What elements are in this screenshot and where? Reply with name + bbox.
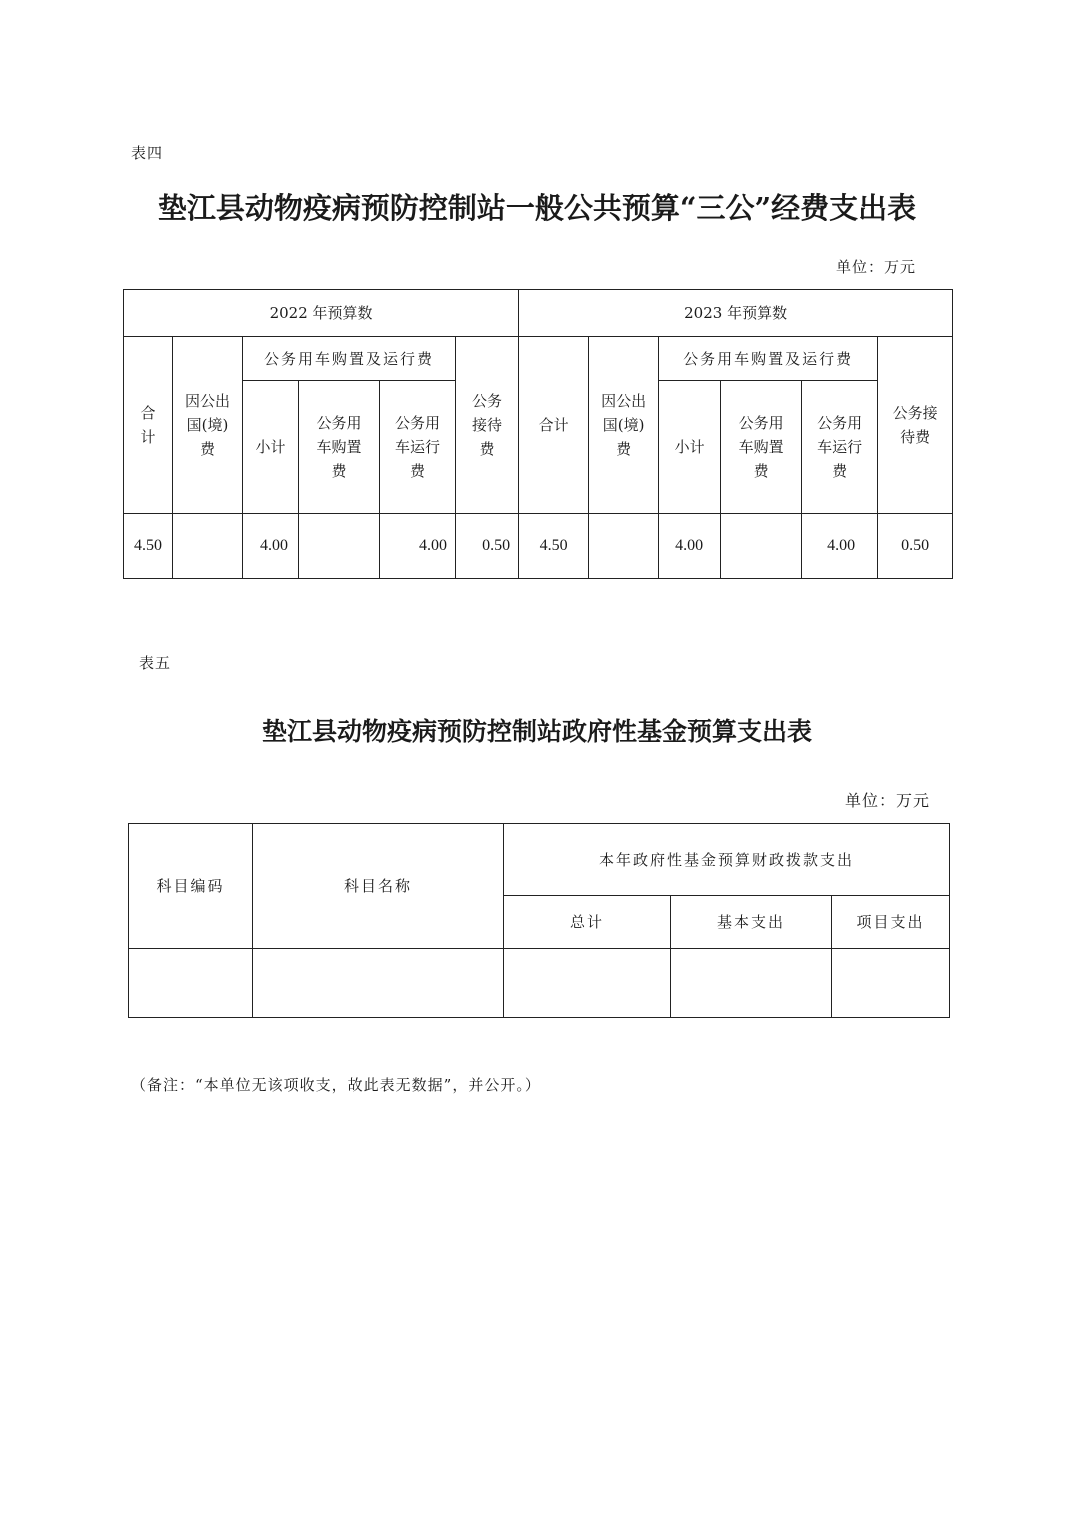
value-basic-expense	[671, 949, 832, 1018]
header-2022-subtotal: 小计	[243, 381, 299, 514]
value-subject-name	[253, 949, 504, 1018]
table-row	[124, 514, 953, 579]
header-subject-code: 科目编码	[129, 824, 253, 949]
value-2022-subtotal: 4.00	[243, 514, 299, 579]
header-2023-total: 合计	[519, 337, 589, 514]
value-2023-car-operation: 4.00	[802, 514, 878, 579]
header-2022-abroad: 因公出国(境)费	[173, 337, 243, 514]
header-2022-car-group: 公务用车购置及运行费	[243, 337, 456, 381]
header-subject-name: 科目名称	[253, 824, 504, 949]
table4-label: 表四	[131, 144, 164, 162]
value-2023-subtotal: 4.00	[659, 514, 721, 579]
value-2022-abroad	[173, 514, 243, 579]
value-subject-code	[129, 949, 253, 1018]
header-2022-total: 合计	[124, 337, 173, 514]
table5-unit: 单位：万元	[844, 791, 930, 810]
value-2022-total: 4.50	[124, 514, 173, 579]
header-2022-car-purchase: 公务用车购置费	[299, 381, 380, 514]
header-2023-car-purchase: 公务用车购置费	[721, 381, 802, 514]
value-2022-car-purchase	[299, 514, 380, 579]
table4-three-public-expenses	[123, 289, 953, 579]
table5-title: 垫江县动物疫病预防控制站政府性基金预算支出表	[261, 717, 812, 746]
header-2023-subtotal: 小计	[659, 381, 721, 514]
value-project-expense	[832, 949, 950, 1018]
header-basic-expense: 基本支出	[671, 896, 832, 949]
table-row	[129, 949, 950, 1018]
value-2023-car-purchase	[721, 514, 802, 579]
value-2023-abroad	[589, 514, 659, 579]
value-2022-car-operation: 4.00	[380, 514, 456, 579]
table4-unit: 单位：万元	[835, 258, 916, 276]
footnote: （备注：“本单位无该项收支，故此表无数据”，并公开。）	[131, 1076, 541, 1094]
header-project-expense: 项目支出	[832, 896, 950, 949]
header-2023-car-group: 公务用车购置及运行费	[659, 337, 878, 381]
value-2023-total: 4.50	[519, 514, 589, 579]
header-fund-group: 本年政府性基金预算财政拨款支出	[504, 824, 950, 896]
value-2023-reception: 0.50	[878, 514, 953, 579]
value-2022-reception: 0.50	[456, 514, 519, 579]
header-2022-budget: 2022 年预算数	[124, 290, 519, 337]
header-2022-car-operation: 公务用车运行费	[380, 381, 456, 514]
header-2023-abroad: 因公出国(境)费	[589, 337, 659, 514]
value-total	[504, 949, 671, 1018]
header-total: 总计	[504, 896, 671, 949]
header-2023-car-operation: 公务用车运行费	[802, 381, 878, 514]
header-2022-reception: 公务接待费	[456, 337, 519, 514]
table4-title: 垫江县动物疫病预防控制站一般公共预算“三公”经费支出表	[157, 191, 917, 225]
header-2023-budget: 2023 年预算数	[519, 290, 953, 337]
header-2023-reception: 公务接待费	[878, 337, 953, 514]
table5-label: 表五	[139, 654, 172, 672]
table5-government-fund-expenses	[128, 823, 950, 1018]
